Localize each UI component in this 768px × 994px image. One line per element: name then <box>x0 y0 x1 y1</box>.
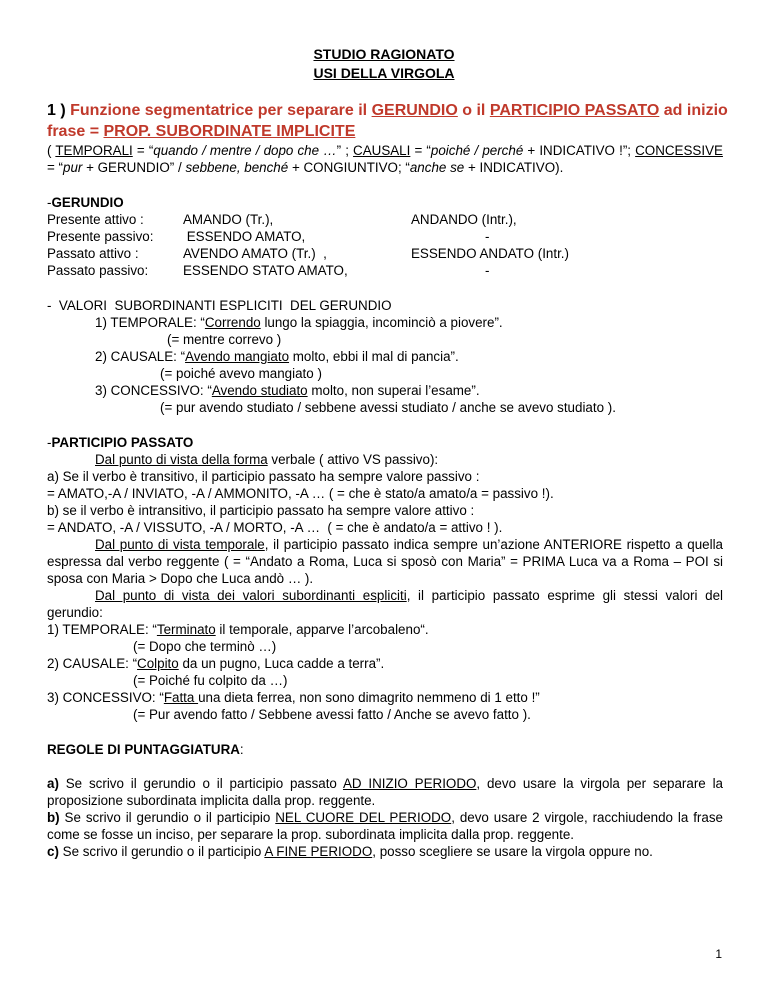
participio-note: (= Dopo che terminò …) <box>133 639 277 654</box>
participio-note: (= Pur avendo fatto / Sebbene avessi fatto / Anche se avevo fatto ). <box>133 707 531 722</box>
participio-rule-a-eq: = AMATO,-A / INVIATO, -A / AMMONITO, -A … ( = che è stato/a amato/a = passivo !). <box>47 486 554 501</box>
participio-note: (= Poiché fu colpito da …) <box>133 673 288 688</box>
valori-note: (= poiché avevo mangiato ) <box>160 366 322 381</box>
table-row-value: ESSENDO AMATO, <box>183 229 306 244</box>
participio-temporale: Dal punto di vista temporale, il participio passato indica sempre un’azione ANTERIORE rispetto a quella espressa dal verbo reggente ( = “Andato a Roma, Luca si sposò con Maria” = PRIMA Luca va a Roma – POI si sposa con Maria > Dopo che Luca andò … ). <box>47 537 724 586</box>
participio-rule-b: b) se il verbo è intransitivo, il participio passato ha sempre valore attivo : <box>47 503 475 518</box>
table-row-value: ESSENDO STATO AMATO, <box>183 263 348 278</box>
table-row-label: Presente attivo : <box>47 212 144 227</box>
document-title: STUDIO RAGIONATO <box>313 46 455 62</box>
section-heading: 1 ) Funzione segmentatrice per separare il GERUNDIO o il PARTICIPIO PASSATO ad inizio <box>47 102 728 119</box>
valori-item: 1) TEMPORALE: “Correndo lungo la spiaggia, incominciò a piovere”. <box>95 315 503 330</box>
participio-item: 3) CONCESSIVO: “Fatta una dieta ferrea, non sono dimagrito nemmeno di 1 etto !” <box>47 690 540 705</box>
participio-rule-a: a) Se il verbo è transitivo, il participio passato ha sempre valore passivo : <box>47 469 480 484</box>
participio-heading: -PARTICIPIO PASSATO <box>47 435 194 450</box>
table-row-value: AMANDO (Tr.), <box>183 212 274 227</box>
participio-forma: Dal punto di vista della forma verbale ( attivo VS passivo): <box>95 452 439 467</box>
table-row-value: AVENDO AMATO (Tr.) , <box>183 246 327 261</box>
table-row-value: ESSENDO ANDATO (Intr.) <box>411 246 569 261</box>
regola-b: b) Se scrivo il gerundio o il participio NEL CUORE DEL PERIODO, devo usare 2 virgole, racchiudendo la frase come se fosse un inciso, per separare la prop. subordinata implicita dalla prop. reggente. <box>47 810 723 842</box>
table-row-label: Passato passivo: <box>47 263 149 278</box>
table-row-value: - <box>485 263 490 278</box>
gerundio-heading: -GERUNDIO <box>47 195 124 210</box>
regole-heading: REGOLE DI PUNTAGGIATURA: <box>47 742 244 757</box>
table-row-label: Passato attivo : <box>47 246 139 261</box>
valori-item: 3) CONCESSIVO: “Avendo studiato molto, non superai l’esame”. <box>95 383 480 398</box>
valori-heading: - VALORI SUBORDINANTI ESPLICITI DEL GERUNDIO <box>47 298 392 313</box>
participio-rule-b-eq: = ANDATO, -A / VISSUTO, -A / MORTO, -A … ( = che è andato/a = attivo ! ). <box>47 520 503 535</box>
valori-note: (= mentre correvo ) <box>167 332 282 347</box>
page-number: 1 <box>715 947 722 961</box>
valori-item: 2) CAUSALE: “Avendo mangiato molto, ebbi il mal di pancia”. <box>95 349 459 364</box>
section-heading-line2: frase = PROP. SUBORDINATE IMPLICITE <box>47 123 356 140</box>
regola-c: c) Se scrivo il gerundio o il participio A FINE PERIODO, posso scegliere se usare la virgola oppure no. <box>47 844 653 859</box>
participio-item: 1) TEMPORALE: “Terminato il temporale, apparve l’arcobaleno“. <box>47 622 429 637</box>
table-row-value: - <box>485 229 490 244</box>
regola-a: a) Se scrivo il gerundio o il participio passato AD INIZIO PERIODO, devo usare la virgola per separare la proposizione subordinata implicita dalla prop. reggente. <box>47 776 723 808</box>
intro-paragraph: ( TEMPORALI = “quando / mentre / dopo che …” ; CAUSALI = “poiché / perché + INDICATIVO !”; CONCESSIVE = “pur + GERUNDIO” / sebbene, benché + CONGIUNTIVO; “anche se + INDICATIVO). <box>47 143 723 175</box>
participio-item: 2) CAUSALE: “Colpito da un pugno, Luca cadde a terra”. <box>47 656 385 671</box>
document-subtitle: USI DELLA VIRGOLA <box>313 65 455 81</box>
table-row-value: ANDANDO (Intr.), <box>411 212 517 227</box>
valori-note: (= pur avendo studiato / sebbene avessi studiato / anche se avevo studiato ). <box>160 400 616 415</box>
participio-valori: Dal punto di vista dei valori subordinanti espliciti, il participio passato esprime gli stessi valori del gerundio: <box>47 588 723 620</box>
table-row-label: Presente passivo: <box>47 229 154 244</box>
